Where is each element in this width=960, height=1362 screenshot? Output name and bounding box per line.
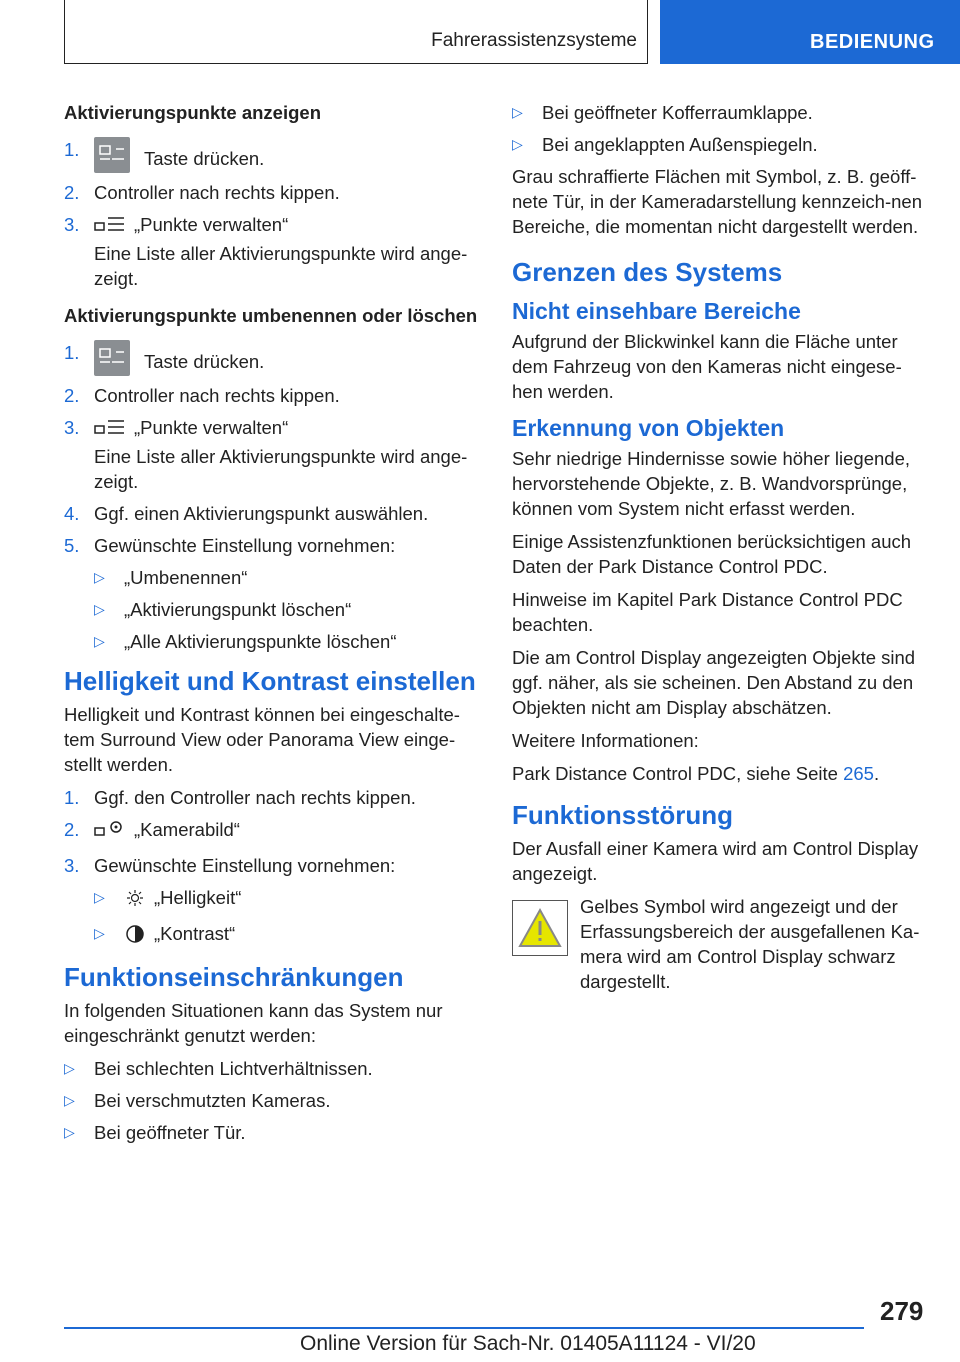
list-item	[64, 415, 484, 494]
subheading-show-points: Aktivierungspunkte anzeigen	[64, 102, 321, 123]
limit-text: Bei geöffneter Tür.	[94, 1122, 246, 1143]
subheading-rename-points: Aktivierungspunkte umbenennen oder löschen	[64, 305, 478, 326]
list-item	[64, 137, 484, 173]
detection-p2: Einige Assistenzfunktionen berücksichtigen auch Daten der Park Distance Control PDC.	[512, 531, 912, 577]
option-text: „Helligkeit“	[154, 887, 242, 908]
brightness-intro: Helligkeit und Kontrast können bei eingeschalte-tem Surround View oder Panorama View einge-stellt werden.	[64, 704, 460, 775]
step-number: 1.	[64, 787, 80, 808]
step-number: 1.	[64, 342, 80, 363]
option-text: „Kontrast“	[154, 923, 236, 944]
detection-p4: Die am Control Display angezeigten Objekte sind ggf. näher, als sie scheinen. Den Abstand zu den Objekten nicht am Display abschätzen.	[512, 647, 916, 718]
step-number: 2.	[64, 819, 80, 840]
steps-rename-points	[64, 340, 484, 654]
header-box	[64, 0, 648, 64]
list-item	[94, 629, 484, 654]
step-number: 2.	[64, 385, 80, 406]
reference-suffix: .	[873, 763, 880, 784]
heading-brightness: Helligkeit und Kontrast einstellen	[64, 666, 476, 696]
page-number: 279	[880, 1296, 924, 1326]
step-number: 2.	[64, 182, 80, 203]
step-number: 1.	[64, 139, 80, 160]
list-item	[94, 597, 484, 622]
limit-text: Bei angeklappten Außenspiegeln.	[542, 134, 818, 155]
steps-brightness	[64, 785, 484, 950]
reference-text: Park Distance Control PDC, siehe Seite	[512, 763, 844, 784]
list-item	[64, 817, 484, 846]
step-text: „Punkte verwalten“	[134, 417, 289, 438]
heading-system-limits: Grenzen des Systems	[512, 257, 783, 287]
camera-list-icon	[94, 215, 126, 241]
option-text: „Alle Aktivierungspunkte löschen“	[124, 631, 397, 652]
page-link[interactable]: 265	[843, 763, 874, 784]
camera-button-icon	[94, 340, 130, 376]
step-number: 3.	[64, 214, 80, 235]
footer-divider	[64, 1327, 864, 1329]
step-number: 4.	[64, 503, 80, 524]
blind-areas-text: Aufgrund der Blickwinkel kann die Fläche unter dem Fahrzeug von den Kameras nicht eingese-hen werden.	[512, 331, 902, 402]
step-text: Taste drücken.	[144, 148, 265, 169]
list-item	[512, 100, 932, 125]
camera-list-icon	[94, 418, 126, 444]
bullet-triangle-icon: ▷	[64, 1124, 75, 1140]
heading-blind-areas: Nicht einsehbare Bereiche	[512, 298, 801, 324]
warning-triangle-icon	[512, 900, 568, 956]
list-item	[64, 785, 484, 810]
step-text: Controller nach rechts kippen.	[94, 182, 340, 203]
list-item	[94, 565, 484, 590]
list-item	[64, 1088, 484, 1113]
camera-button-icon	[94, 137, 130, 173]
step-text: Taste drücken.	[144, 351, 265, 372]
step-extra: Eine Liste aller Aktivierungspunkte wird ange-zeigt.	[94, 243, 468, 289]
detection-p1: Sehr niedrige Hindernisse sowie höher liegende, hervorstehende Objekte, z. B. Wandvorsprünge, können vom System nicht erfasst werden.	[512, 448, 910, 519]
step-text: Gewünschte Einstellung vornehmen:	[94, 535, 396, 556]
step-text: „Kamerabild“	[134, 819, 240, 840]
detection-p3: Hinweise im Kapitel Park Distance Control PDC beachten.	[512, 589, 903, 635]
heading-malfunction: Funktionsstörung	[512, 800, 733, 830]
camera-settings-icon	[94, 818, 126, 846]
left-column	[64, 100, 484, 1152]
bullet-triangle-icon: ▷	[64, 1060, 75, 1076]
bullet-triangle-icon: ▷	[94, 569, 105, 585]
bullet-triangle-icon: ▷	[94, 633, 105, 649]
step-number: 5.	[64, 535, 80, 556]
option-text: „Aktivierungspunkt löschen“	[124, 599, 352, 620]
bullet-triangle-icon: ▷	[94, 889, 105, 905]
list-item	[94, 921, 484, 950]
list-item	[64, 1056, 484, 1081]
step-text: „Punkte verwalten“	[134, 214, 289, 235]
list-item	[64, 1120, 484, 1145]
bullet-triangle-icon: ▷	[94, 925, 105, 941]
malfunction-text: Der Ausfall einer Kamera wird am Control Display angezeigt.	[512, 838, 919, 884]
step-number: 3.	[64, 855, 80, 876]
list-item	[94, 885, 484, 914]
step-text: Controller nach rechts kippen.	[94, 385, 340, 406]
step-extra: Eine Liste aller Aktivierungspunkte wird ange-zeigt.	[94, 446, 468, 492]
brightness-icon	[124, 888, 146, 914]
chapter-tab[interactable]: BEDIENUNG	[660, 0, 960, 64]
list-item	[64, 212, 484, 291]
heading-object-detection: Erkennung von Objekten	[512, 415, 785, 441]
limit-text: Bei geöffneter Kofferraumklappe.	[542, 102, 813, 123]
list-item	[64, 533, 484, 558]
step-text: Gewünschte Einstellung vornehmen:	[94, 855, 396, 876]
step-text: Ggf. einen Aktivierungspunkt auswählen.	[94, 503, 429, 524]
list-item	[64, 180, 484, 205]
options-list	[94, 885, 484, 950]
heading-limits: Funktionseinschränkungen	[64, 962, 404, 992]
detection-p5: Weitere Informationen:	[512, 730, 699, 751]
limit-text: Bei verschmutzten Kameras.	[94, 1090, 331, 1111]
option-text: „Umbenennen“	[124, 567, 248, 588]
warning-text: Gelbes Symbol wird angezeigt und der Erfassungsbereich der ausgefallenen Ka-mera wird am Control Display schwarz dargestellt.	[580, 896, 920, 992]
contrast-icon	[124, 924, 146, 950]
list-item	[512, 132, 932, 157]
list-item	[64, 340, 484, 376]
footer-text: Online Version für Sach-Nr. 01405A11124 - VI/20	[300, 1332, 756, 1355]
list-item	[64, 853, 484, 878]
bullet-triangle-icon: ▷	[64, 1092, 75, 1108]
right-column	[512, 100, 932, 994]
limits-intro: In folgenden Situationen kann das System nur eingeschränkt genutzt werden:	[64, 1000, 443, 1046]
warning-note	[512, 894, 932, 994]
options-list	[94, 565, 484, 654]
hatch-text: Grau schraffierte Flächen mit Symbol, z. B. geöff-nete Tür, in der Kameradarstellung kennzeich-nen Bereiche, die momentan nicht dargestellt werden.	[512, 166, 922, 237]
bullet-triangle-icon: ▷	[512, 136, 523, 152]
step-number: 3.	[64, 417, 80, 438]
bullet-triangle-icon: ▷	[512, 104, 523, 120]
detection-p6	[512, 761, 932, 786]
list-item	[64, 501, 484, 526]
section-title: Fahrerassistenzsysteme	[431, 30, 637, 51]
limit-text: Bei schlechten Lichtverhältnissen.	[94, 1058, 373, 1079]
list-item	[64, 383, 484, 408]
steps-show-points	[64, 137, 484, 291]
bullet-triangle-icon: ▷	[94, 601, 105, 617]
step-text: Ggf. den Controller nach rechts kippen.	[94, 787, 416, 808]
